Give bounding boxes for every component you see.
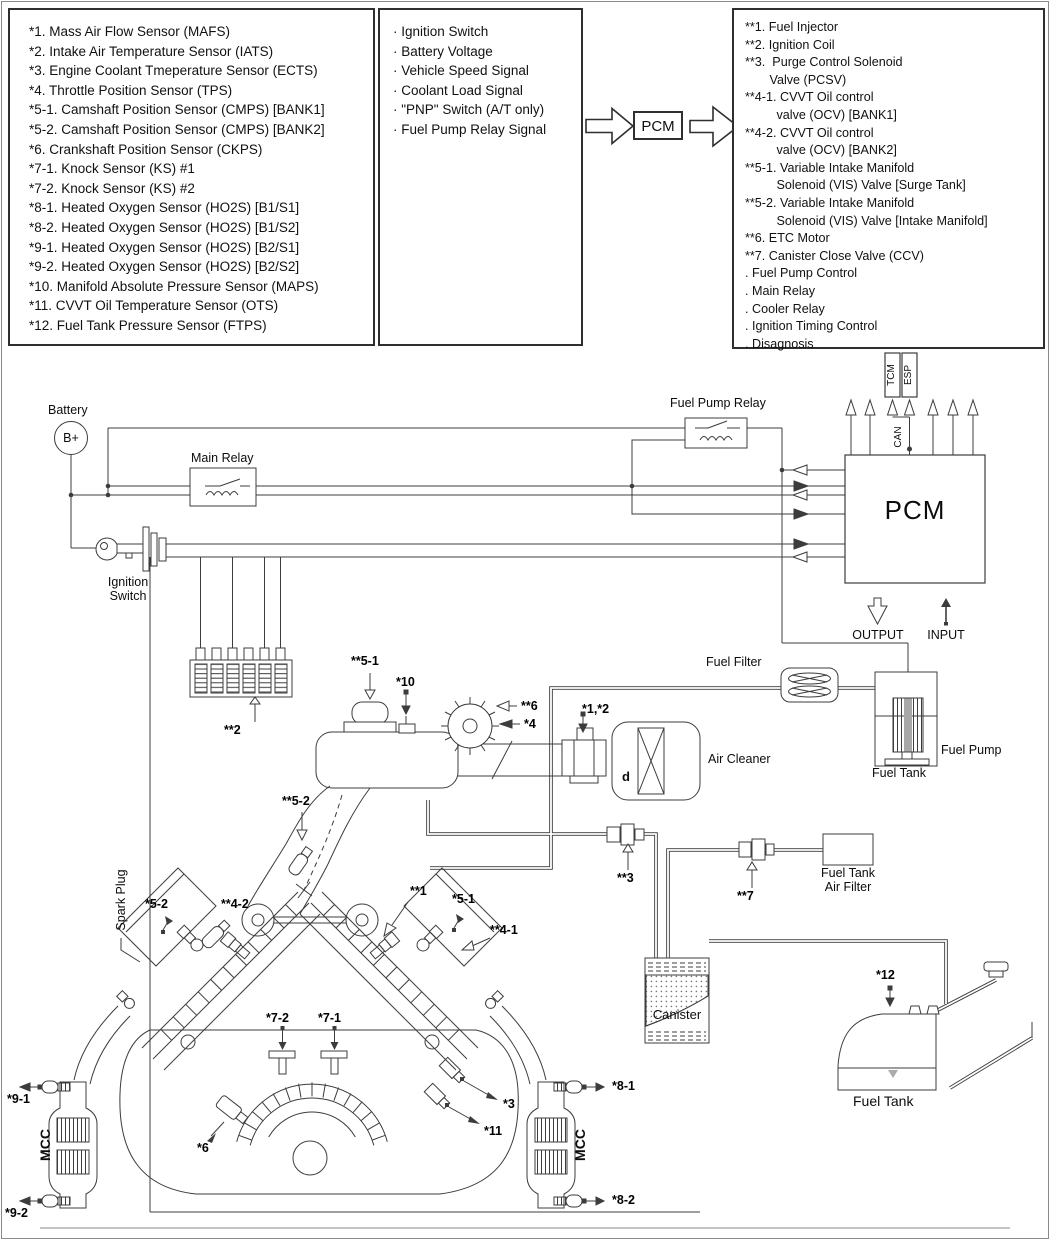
callout-ho2s-b1s1: *8-1 [612,1079,635,1093]
list-line: · Vehicle Speed Signal [393,63,529,79]
list-line: **1. Fuel Injector [745,20,839,34]
fuel-tank-lower-label: Fuel Tank [853,1093,914,1109]
list-line: Solenoid (VIS) Valve [Surge Tank] [745,178,966,193]
callout-ocv-bank2: **4-2 [221,897,249,911]
callout-ftps: *12 [876,968,895,982]
list-line: *4. Throttle Position Sensor (TPS) [29,82,233,98]
fuel-pump-tank-symbol [875,672,937,766]
list-line: **5-2. Variable Intake Manifold [745,195,915,210]
callout-ho2s-b1s2: *8-2 [612,1193,635,1207]
fuel-pump-relay-label: Fuel Pump Relay [670,396,766,410]
main-relay-label: Main Relay [191,451,254,465]
main-relay-symbol [190,468,256,506]
callout-ots: *11 [484,1124,503,1138]
list-line: *7-1. Knock Sensor (KS) #1 [29,161,195,177]
callout-ignition-coil: **2 [224,723,241,737]
list-line: **4-1. CVVT Oil control [745,90,874,105]
callout-ocv-bank1: **4-1 [490,923,518,937]
input-legend-label: INPUT [927,628,965,642]
list-line: *6. Crankshaft Position Sensor (CKPS) [29,141,263,157]
callout-mafs-iats: *1,*2 [582,702,610,716]
list-line: · "PNP" Switch (A/T only) [393,102,545,118]
spark-plug-label: Spark Plug [114,869,128,931]
list-line: *2. Intake Air Temperature Sensor (IATS) [29,43,274,59]
callout-maps: *10 [396,675,415,689]
sensor-list-box [8,8,375,346]
mcc-left [20,1081,97,1208]
callout-ho2s-b2s1: *9-1 [7,1092,30,1106]
list-line: . Ignition Timing Control [745,319,878,334]
callout-ects: *3 [503,1097,515,1111]
pcm-top-arrows [846,400,978,455]
list-line: *8-2. Heated Oxygen Sensor (HO2S) [B1/S2] [29,219,300,235]
air-cleaner-label: Air Cleaner [708,752,771,766]
list-line: . Fuel Pump Control [745,266,857,281]
legend-arrow-icons [868,598,951,626]
list-line: . Disagnosis [745,336,814,351]
list-line: **4-2. CVVT Oil control [745,125,874,140]
ignition-key-icon [96,527,166,571]
pcm-io-arrowheads [793,465,808,562]
list-line: valve (OCV) [BANK1] [745,107,897,122]
callout-ks1: *7-1 [318,1011,341,1025]
output-legend-label: OUTPUT [852,628,904,642]
list-line: *10. Manifold Absolute Pressure Sensor (MAPS) [29,278,319,294]
list-line: . Main Relay [745,283,815,298]
mcc-right [527,1081,604,1208]
callout-vis-surge: **5-1 [351,654,379,668]
list-line: *5-1. Camshaft Position Sensor (CMPS) [BANK1] [29,102,325,118]
list-line: **7. Canister Close Valve (CCV) [745,248,924,263]
callout-cmps-bank1: *5-1 [452,892,475,906]
list-line: **6. ETC Motor [745,231,830,246]
fuel-pump-label: Fuel Pump [941,743,1002,757]
esp-label: ESP [903,365,914,386]
list-line: . Cooler Relay [745,301,825,316]
ignition-coil-block [190,648,292,722]
list-line: Valve (PCSV) [745,72,847,87]
list-line: · Fuel Pump Relay Signal [393,121,547,137]
pcm-flow-box: PCM [633,111,683,140]
list-line: · Battery Voltage [393,43,493,59]
fuel-tank-air-filter-label: Fuel Tank Air Filter [821,866,875,894]
pcm-label: PCM [884,495,946,525]
callout-etc-motor: **6 [521,699,538,713]
callout-cmps-bank2: *5-2 [145,897,168,911]
canister-label: Canister [652,1007,702,1022]
list-line: *8-1. Heated Oxygen Sensor (HO2S) [B1/S1] [29,200,300,216]
callout-ks2: *7-2 [266,1011,289,1025]
fuel-filter-symbol [781,668,838,702]
list-line: **3. Purge Control Solenoid [745,55,903,70]
callout-injector: **1 [410,884,427,898]
list-line: Solenoid (VIS) Valve [Intake Manifold] [745,213,988,228]
canister-symbol [645,958,709,1043]
list-line: *1. Mass Air Flow Sensor (MAFS) [29,24,231,39]
list-line: **2. Ignition Coil [745,37,835,52]
list-line: *11. CVVT Oil Temperature Sensor (OTS) [29,298,279,314]
list-line: *12. Fuel Tank Pressure Sensor (FTPS) [29,317,267,333]
list-line: · Ignition Switch [393,24,489,39]
can-bus-label: CAN [893,426,904,448]
fuel-pump-relay-symbol [685,418,747,448]
battery-terminal-label: B+ [63,431,79,445]
fuel-tank-symbol [838,962,1032,1090]
input-signal-list-box [378,8,583,346]
list-line: *5-2. Camshaft Position Sensor (CMPS) [BANK2] [29,121,325,137]
list-line: **5-1. Variable Intake Manifold [745,160,915,175]
fuel-tank-upper-label: Fuel Tank [872,766,926,780]
callout-pcsv: **3 [617,871,634,885]
pcsv-valve [607,824,644,870]
tcm-label: TCM [886,364,897,386]
list-line: *9-2. Heated Oxygen Sensor (HO2S) [B2/S2] [29,259,300,275]
fuel-filter-label: Fuel Filter [706,655,762,669]
list-line: *9-1. Heated Oxygen Sensor (HO2S) [B2/S1] [29,239,300,255]
ignition-switch-label: Ignition Switch [107,575,149,603]
callout-ho2s-b2s2: *9-2 [5,1206,28,1220]
air-cleaner-d-label: d [622,769,630,784]
mcc-left-label: MCC [37,1129,53,1161]
callout-vis-intake: **5-2 [282,794,310,808]
mcc-right-label: MCC [572,1129,588,1161]
list-line: valve (OCV) [BANK2] [745,143,897,158]
battery-label: Battery [48,403,88,417]
actuator-list-box [732,8,1045,349]
list-line: · Coolant Load Signal [393,82,523,98]
list-line: *7-2. Knock Sensor (KS) #2 [29,180,195,196]
callout-ccv: **7 [737,889,754,903]
list-line: *3. Engine Coolant Tmeperature Sensor (ECTS) [29,63,318,79]
callout-ckps: *6 [197,1141,209,1155]
callout-tps: *4 [524,717,536,731]
